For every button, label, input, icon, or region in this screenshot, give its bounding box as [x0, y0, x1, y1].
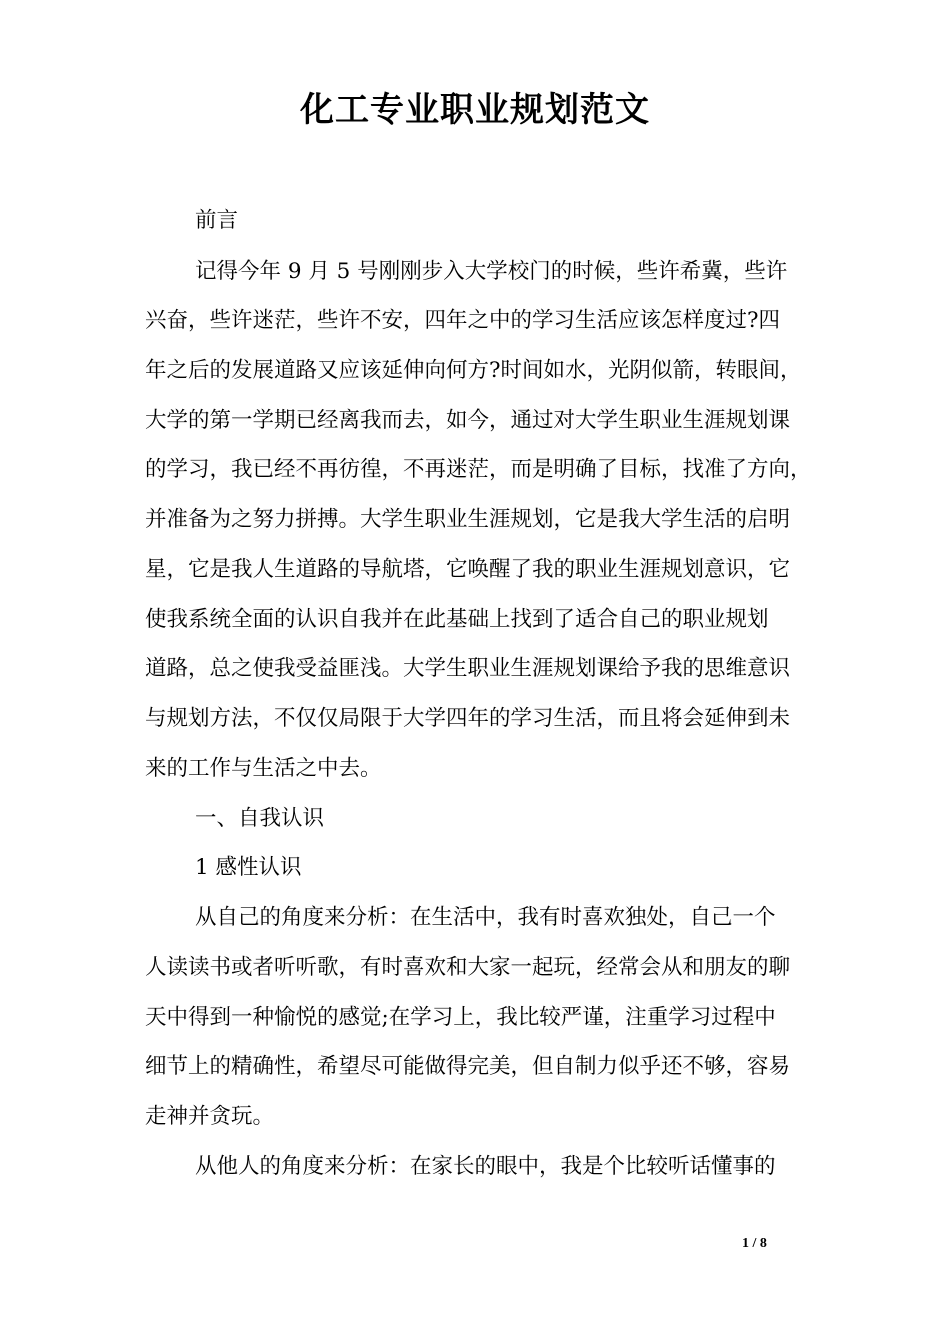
- paragraph-line: 天中得到一种愉悦的感觉;在学习上，我比较严谨，注重学习过程中: [145, 1005, 776, 1030]
- paragraph-line: 从自己的角度来分析：在生活中，我有时喜欢独处，自己一个: [195, 905, 776, 930]
- paragraph-line: 兴奋，些许迷茫，些许不安，四年之中的学习生活应该怎样度过?四: [145, 308, 781, 333]
- paragraph-line: 从他人的角度来分析：在家长的眼中，我是个比较听话懂事的: [195, 1154, 776, 1179]
- paragraph-line: 大学的第一学期已经离我而去，如今，通过对大学生职业生涯规划课: [145, 408, 791, 433]
- paragraph-line: 细节上的精确性，希望尽可能做得完美，但自制力似乎还不够，容易: [145, 1054, 791, 1079]
- page-indicator: 1 / 8: [742, 1236, 767, 1251]
- paragraph-line: 并准备为之努力拼搏。大学生职业生涯规划，它是我大学生活的启明: [145, 507, 791, 532]
- paragraph-line: 使我系统全面的认识自我并在此基础上找到了适合自己的职业规划: [145, 607, 769, 632]
- paragraph-line: 人读读书或者听听歌，有时喜欢和大家一起玩，经常会从和朋友的聊: [145, 955, 791, 980]
- paragraph-line: 的学习，我已经不再彷徨，不再迷茫，而是明确了目标，找准了方向，: [145, 457, 812, 482]
- paragraph-line: 年之后的发展道路又应该延伸向何方?时间如水，光阴似箭，转眼间，: [145, 358, 802, 383]
- paragraph-line: 星，它是我人生道路的导航塔，它唤醒了我的职业生涯规划意识，它: [145, 557, 791, 582]
- paragraph-line: 记得今年 9 月 5 号刚刚步入大学校门的时候，些许希冀，些许: [195, 259, 788, 284]
- paragraph-line: 前言: [195, 208, 239, 233]
- subsection-heading: 1 感性认识: [195, 855, 302, 880]
- document-title: 化工专业职业规划范文: [300, 90, 650, 130]
- paragraph-line: 与规划方法，不仅仅局限于大学四年的学习生活，而且将会延伸到未: [145, 706, 791, 731]
- paragraph-line: 道路，总之使我受益匪浅。大学生职业生涯规划课给予我的思维意识: [145, 656, 791, 681]
- section-heading: 一、自我认识: [195, 806, 325, 831]
- paragraph-line: 走神并贪玩。: [145, 1104, 275, 1129]
- paragraph-line: 来的工作与生活之中去。: [145, 756, 382, 781]
